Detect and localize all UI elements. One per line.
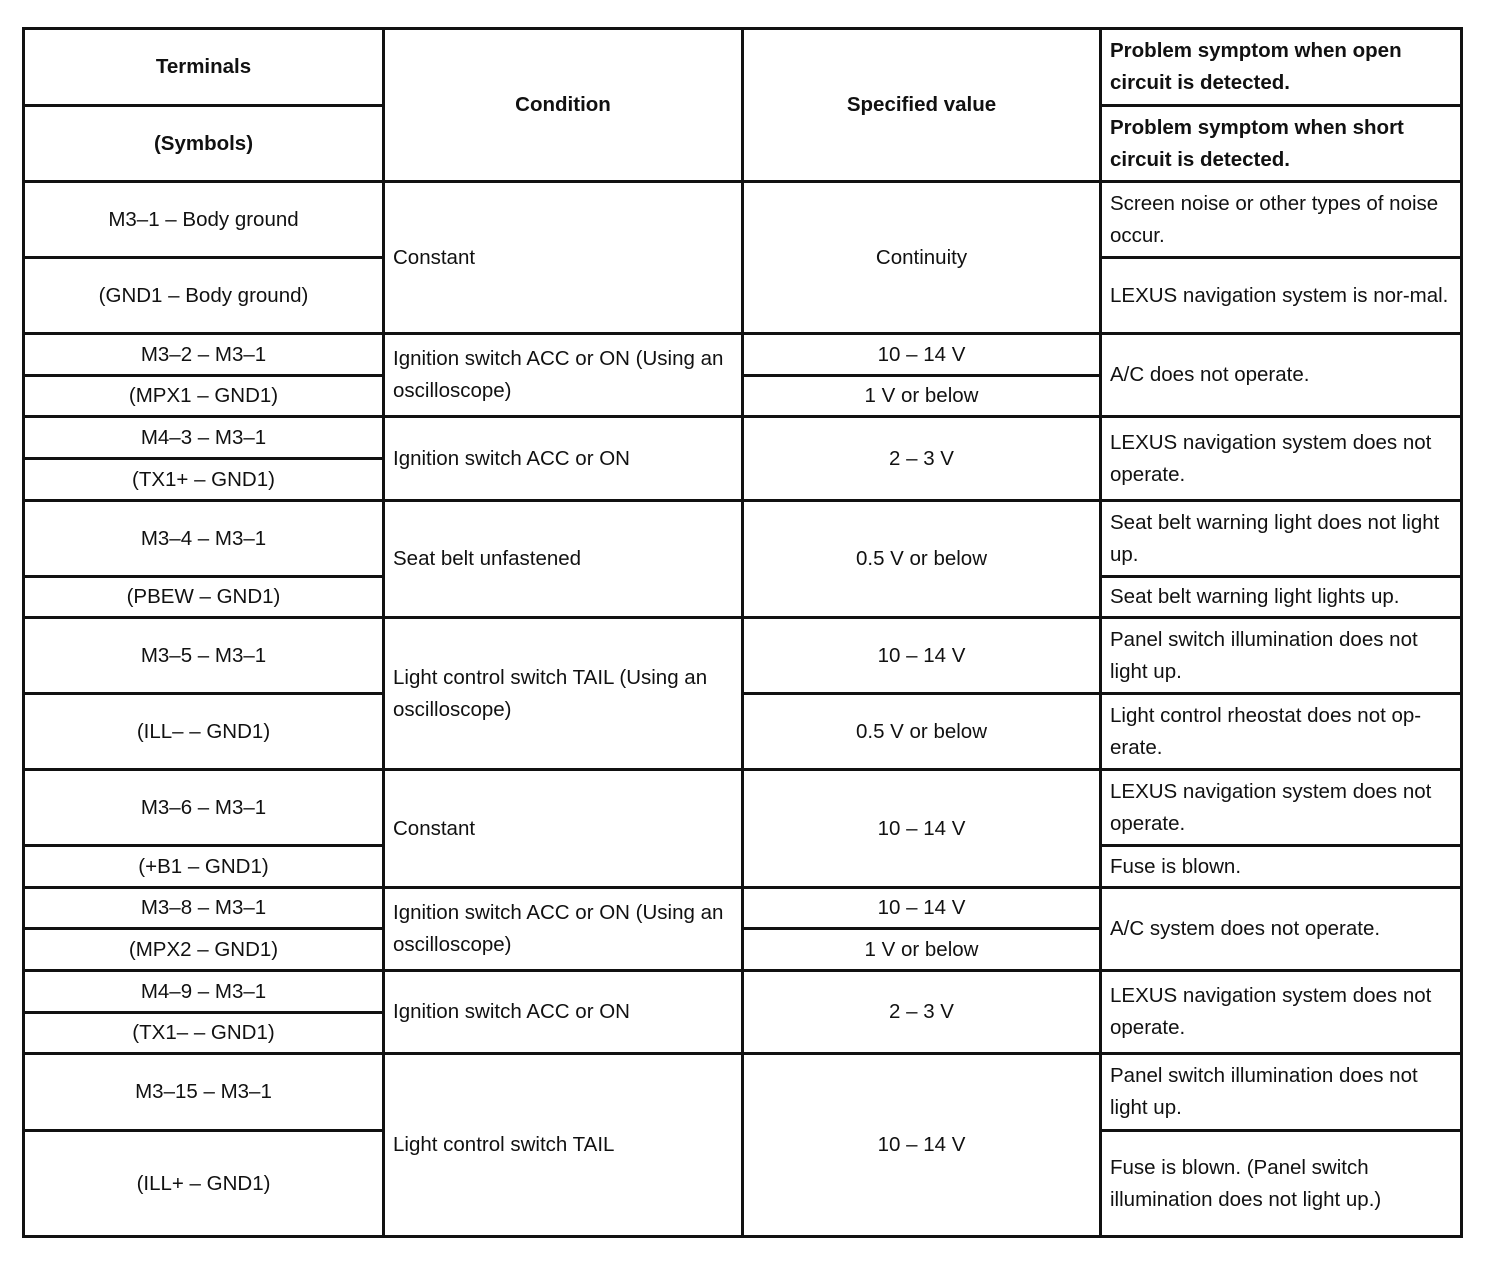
header-terminals: Terminals xyxy=(24,29,384,106)
symbols-cell: (GND1 – Body ground) xyxy=(24,258,384,334)
spec-cell: 1 V or below xyxy=(743,376,1101,417)
spec-cell: 10 – 14 V xyxy=(743,334,1101,376)
open-symptom-cell: Panel switch illumination does not light up. xyxy=(1101,1054,1462,1131)
symptom-cell: LEXUS navigation system does not operate. xyxy=(1101,971,1462,1054)
condition-cell: Ignition switch ACC or ON (Using an oscilloscope) xyxy=(384,888,743,971)
condition-cell: Light control switch TAIL (Using an oscilloscope) xyxy=(384,618,743,770)
spec-cell: Continuity xyxy=(743,182,1101,334)
short-symptom-cell: LEXUS navigation system is nor-mal. xyxy=(1101,258,1462,334)
condition-cell: Ignition switch ACC or ON (Using an oscilloscope) xyxy=(384,334,743,417)
terminals-cell: M3–15 – M3–1 xyxy=(24,1054,384,1131)
terminals-cell: M3–6 – M3–1 xyxy=(24,770,384,846)
terminals-cell: M3–1 – Body ground xyxy=(24,182,384,258)
symbols-cell: (ILL+ – GND1) xyxy=(24,1131,384,1237)
header-condition: Condition xyxy=(384,29,743,182)
terminal-spec-table xyxy=(22,27,1463,1238)
spec-cell: 2 – 3 V xyxy=(743,417,1101,501)
open-symptom-cell: Screen noise or other types of noise occur. xyxy=(1101,182,1462,258)
symbols-cell: (TX1+ – GND1) xyxy=(24,459,384,501)
header-open-circuit: Problem symptom when open circuit is detected. xyxy=(1101,29,1462,106)
condition-cell: Constant xyxy=(384,770,743,888)
spec-cell: 10 – 14 V xyxy=(743,888,1101,929)
condition-cell: Seat belt unfastened xyxy=(384,501,743,618)
open-symptom-cell: Seat belt warning light does not light up. xyxy=(1101,501,1462,577)
condition-cell: Constant xyxy=(384,182,743,334)
header-symbols: (Symbols) xyxy=(24,106,384,182)
symbols-cell: (+B1 – GND1) xyxy=(24,846,384,888)
spec-cell: 1 V or below xyxy=(743,929,1101,971)
spec-cell: 10 – 14 V xyxy=(743,770,1101,888)
open-symptom-cell: LEXUS navigation system does not operate. xyxy=(1101,770,1462,846)
terminals-cell: M3–4 – M3–1 xyxy=(24,501,384,577)
short-symptom-cell: Seat belt warning light lights up. xyxy=(1101,577,1462,618)
header-specified-value: Specified value xyxy=(743,29,1101,182)
spec-cell: 2 – 3 V xyxy=(743,971,1101,1054)
terminals-cell: M4–9 – M3–1 xyxy=(24,971,384,1013)
terminals-cell: M3–8 – M3–1 xyxy=(24,888,384,929)
symbols-cell: (TX1– – GND1) xyxy=(24,1013,384,1054)
short-symptom-cell: Fuse is blown. xyxy=(1101,846,1462,888)
condition-cell: Ignition switch ACC or ON xyxy=(384,971,743,1054)
condition-cell: Ignition switch ACC or ON xyxy=(384,417,743,501)
terminals-cell: M4–3 – M3–1 xyxy=(24,417,384,459)
header-short-circuit: Problem symptom when short circuit is detected. xyxy=(1101,106,1462,182)
spec-cell: 0.5 V or below xyxy=(743,694,1101,770)
short-symptom-cell: Light control rheostat does not op-erate. xyxy=(1101,694,1462,770)
terminals-cell: M3–5 – M3–1 xyxy=(24,618,384,694)
short-symptom-cell: Fuse is blown. (Panel switch illumination does not light up.) xyxy=(1101,1131,1462,1237)
spec-cell: 10 – 14 V xyxy=(743,618,1101,694)
symbols-cell: (ILL– – GND1) xyxy=(24,694,384,770)
symbols-cell: (MPX2 – GND1) xyxy=(24,929,384,971)
symptom-cell: LEXUS navigation system does not operate. xyxy=(1101,417,1462,501)
symptom-cell: A/C system does not operate. xyxy=(1101,888,1462,971)
condition-cell: Light control switch TAIL xyxy=(384,1054,743,1237)
symbols-cell: (MPX1 – GND1) xyxy=(24,376,384,417)
open-symptom-cell: Panel switch illumination does not light up. xyxy=(1101,618,1462,694)
spec-cell: 0.5 V or below xyxy=(743,501,1101,618)
terminals-cell: M3–2 – M3–1 xyxy=(24,334,384,376)
symptom-cell: A/C does not operate. xyxy=(1101,334,1462,417)
spec-cell: 10 – 14 V xyxy=(743,1054,1101,1237)
symbols-cell: (PBEW – GND1) xyxy=(24,577,384,618)
